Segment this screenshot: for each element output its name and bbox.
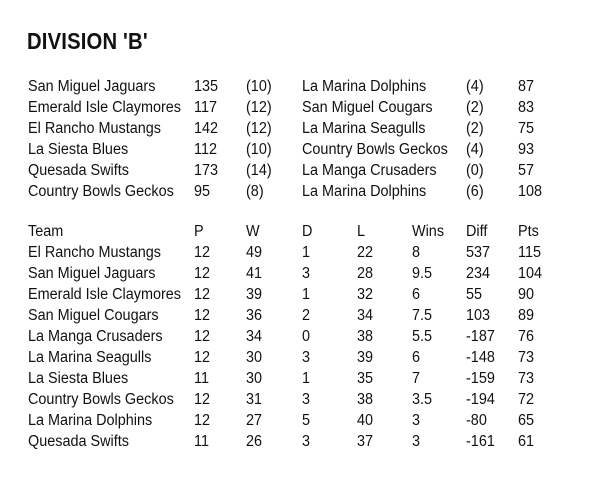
result-away-team: La Marina Dolphins — [302, 183, 427, 200]
cell-won: 26 — [246, 433, 263, 450]
cell-won: 39 — [246, 286, 263, 303]
cell-lost: 38 — [357, 328, 374, 345]
cell-played: 12 — [194, 349, 211, 366]
cell-diff: -187 — [466, 328, 495, 345]
cell-drawn: 3 — [302, 349, 311, 366]
column-header-drawn: D — [302, 223, 313, 240]
cell-played: 12 — [194, 244, 211, 261]
column-header-played: P — [194, 223, 204, 240]
cell-diff: 234 — [466, 265, 491, 282]
cell-played: 11 — [194, 433, 209, 450]
result-away-bracket: (4) — [466, 141, 484, 158]
cell-team: La Marina Seagulls — [28, 349, 152, 366]
cell-points: 72 — [518, 391, 535, 408]
cell-points: 61 — [518, 433, 535, 450]
result-home-score: 142 — [194, 120, 219, 137]
cell-wins: 3 — [412, 412, 421, 429]
cell-won: 30 — [246, 370, 263, 387]
column-header-won: W — [246, 223, 260, 240]
result-home-team: Country Bowls Geckos — [28, 183, 174, 200]
result-home-team: La Siesta Blues — [28, 141, 129, 158]
result-home-bracket: (10) — [246, 141, 272, 158]
cell-team: San Miguel Cougars — [28, 307, 159, 324]
cell-diff: 55 — [466, 286, 483, 303]
result-home-score: 173 — [194, 162, 219, 179]
result-away-bracket: (2) — [466, 99, 484, 116]
cell-points: 115 — [518, 244, 541, 261]
cell-diff: -159 — [466, 370, 495, 387]
cell-played: 12 — [194, 307, 211, 324]
result-home-score: 95 — [194, 183, 211, 200]
cell-played: 12 — [194, 412, 211, 429]
cell-team: San Miguel Jaguars — [28, 265, 156, 282]
cell-drawn: 3 — [302, 265, 311, 282]
column-header-team: Team — [28, 223, 64, 240]
result-home-team: Emerald Isle Claymores — [28, 99, 182, 116]
cell-played: 12 — [194, 391, 211, 408]
cell-diff: -80 — [466, 412, 487, 429]
cell-wins: 5.5 — [412, 328, 433, 345]
cell-team: Country Bowls Geckos — [28, 391, 174, 408]
cell-played: 12 — [194, 328, 211, 345]
cell-wins: 7 — [412, 370, 421, 387]
result-away-bracket: (4) — [466, 78, 484, 95]
cell-diff: 103 — [466, 307, 491, 324]
cell-team: Quesada Swifts — [28, 433, 129, 450]
cell-wins: 6 — [412, 349, 421, 366]
result-away-team: La Marina Seagulls — [302, 120, 426, 137]
cell-lost: 39 — [357, 349, 374, 366]
result-home-team: Quesada Swifts — [28, 162, 129, 179]
cell-team: La Siesta Blues — [28, 370, 129, 387]
result-home-score: 112 — [194, 141, 217, 158]
result-away-score: 108 — [518, 183, 543, 200]
result-away-bracket: (0) — [466, 162, 484, 179]
cell-wins: 7.5 — [412, 307, 433, 324]
cell-lost: 40 — [357, 412, 374, 429]
column-header-lost: L — [357, 223, 366, 240]
cell-lost: 28 — [357, 265, 374, 282]
cell-lost: 38 — [357, 391, 374, 408]
cell-points: 73 — [518, 370, 535, 387]
column-header-diff: Diff — [466, 223, 488, 240]
cell-wins: 9.5 — [412, 265, 433, 282]
cell-played: 11 — [194, 370, 209, 387]
result-home-score: 135 — [194, 78, 219, 95]
cell-drawn: 3 — [302, 433, 311, 450]
result-away-team: San Miguel Cougars — [302, 99, 433, 116]
cell-wins: 8 — [412, 244, 421, 261]
cell-points: 73 — [518, 349, 535, 366]
cell-team: La Marina Dolphins — [28, 412, 153, 429]
result-away-score: 75 — [518, 120, 535, 137]
cell-drawn: 1 — [302, 370, 311, 387]
cell-lost: 35 — [357, 370, 374, 387]
result-home-score: 117 — [194, 99, 217, 116]
cell-won: 27 — [246, 412, 263, 429]
cell-drawn: 1 — [302, 244, 311, 261]
cell-team: Emerald Isle Claymores — [28, 286, 182, 303]
cell-drawn: 0 — [302, 328, 311, 345]
cell-won: 36 — [246, 307, 263, 324]
cell-team: El Rancho Mustangs — [28, 244, 162, 261]
result-home-team: El Rancho Mustangs — [28, 120, 162, 137]
result-away-bracket: (2) — [466, 120, 484, 137]
cell-points: 65 — [518, 412, 535, 429]
result-home-bracket: (12) — [246, 99, 272, 116]
cell-won: 31 — [246, 391, 263, 408]
cell-diff: 537 — [466, 244, 491, 261]
cell-lost: 32 — [357, 286, 374, 303]
cell-team: La Manga Crusaders — [28, 328, 163, 345]
cell-won: 49 — [246, 244, 263, 261]
cell-diff: -148 — [466, 349, 495, 366]
page-title: DIVISION 'B' — [27, 28, 148, 54]
result-home-bracket: (14) — [246, 162, 272, 179]
result-away-score: 93 — [518, 141, 535, 158]
result-home-bracket: (10) — [246, 78, 272, 95]
cell-points: 104 — [518, 265, 543, 282]
cell-won: 41 — [246, 265, 263, 282]
result-away-score: 83 — [518, 99, 535, 116]
column-header-points: Pts — [518, 223, 539, 240]
cell-diff: -194 — [466, 391, 495, 408]
cell-points: 76 — [518, 328, 535, 345]
cell-played: 12 — [194, 286, 211, 303]
result-away-score: 87 — [518, 78, 535, 95]
result-home-bracket: (12) — [246, 120, 272, 137]
cell-wins: 3.5 — [412, 391, 433, 408]
cell-won: 34 — [246, 328, 263, 345]
cell-drawn: 1 — [302, 286, 311, 303]
result-away-team: La Manga Crusaders — [302, 162, 437, 179]
cell-drawn: 5 — [302, 412, 311, 429]
result-away-team: Country Bowls Geckos — [302, 141, 448, 158]
result-home-team: San Miguel Jaguars — [28, 78, 156, 95]
cell-points: 90 — [518, 286, 535, 303]
cell-won: 30 — [246, 349, 263, 366]
cell-lost: 22 — [357, 244, 374, 261]
column-header-wins: Wins — [412, 223, 445, 240]
result-away-score: 57 — [518, 162, 535, 179]
cell-wins: 6 — [412, 286, 421, 303]
cell-drawn: 2 — [302, 307, 311, 324]
cell-lost: 34 — [357, 307, 374, 324]
cell-diff: -161 — [466, 433, 495, 450]
cell-points: 89 — [518, 307, 535, 324]
result-away-team: La Marina Dolphins — [302, 78, 427, 95]
cell-lost: 37 — [357, 433, 374, 450]
cell-played: 12 — [194, 265, 211, 282]
cell-drawn: 3 — [302, 391, 311, 408]
cell-wins: 3 — [412, 433, 421, 450]
result-away-bracket: (6) — [466, 183, 484, 200]
result-home-bracket: (8) — [246, 183, 264, 200]
